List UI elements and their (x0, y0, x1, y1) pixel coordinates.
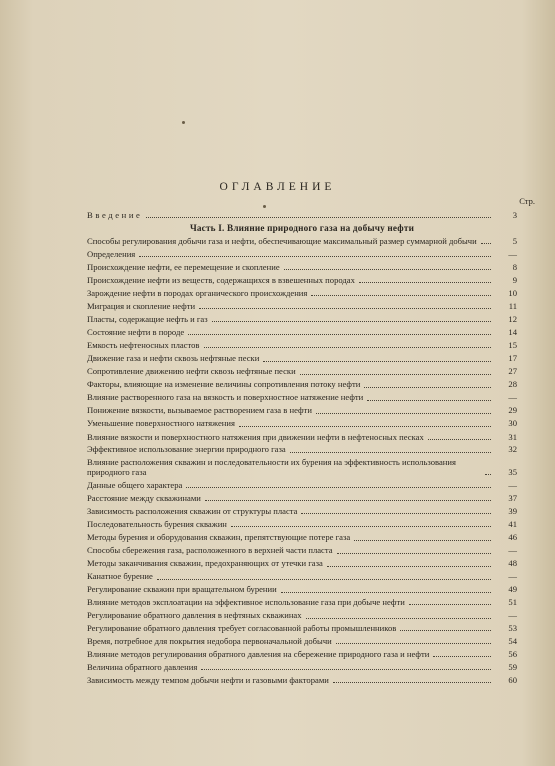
toc-entry-title: Влияние расположения скважин и последовательности их бурения на эффективность использования природного газа (87, 457, 456, 478)
toc-entry-title: Введение (87, 210, 143, 220)
toc-entry-page: 8 (512, 261, 517, 272)
toc-entry-title: Величина обратного давления (87, 661, 198, 672)
paper-speck (263, 205, 266, 208)
toc-entry (87, 597, 517, 607)
toc-entry-page: — (508, 248, 517, 259)
dot-leader (306, 618, 491, 619)
toc-entry-page: — (508, 610, 517, 621)
toc-entry-page: 9 (512, 274, 517, 285)
toc-entry-title: Расстояние между скважинами (87, 493, 201, 504)
toc-entry (87, 493, 517, 503)
toc-entry (87, 480, 517, 490)
toc-part-heading (87, 223, 517, 233)
dot-leader (239, 426, 491, 427)
toc-entry (87, 444, 517, 454)
dot-leader (336, 643, 491, 644)
toc-entry-title: Факторы, влияющие на изменение величины сопротивления потоку нефти (87, 379, 361, 390)
toc-entry (87, 327, 517, 337)
toc-entry-title: Влияние растворенного газа на вязкость и поверхностное натяжение нефти (87, 392, 364, 403)
toc-entry-page: 46 (508, 532, 517, 543)
toc-entry-title: Часть I. Влияние природного газа на добычу нефти (189, 223, 415, 234)
toc-entry-title: Происхождение нефти из веществ, содержащихся в взвешенных породах (87, 274, 355, 285)
dot-leader (337, 553, 491, 554)
dot-leader (284, 269, 491, 270)
dot-leader (409, 604, 491, 605)
toc-entry (87, 353, 517, 363)
toc-entry (87, 662, 517, 672)
toc-entry-title: Время, потребное для покрытия недобора первоначальной добычи (87, 636, 332, 647)
toc-entry-page: 54 (508, 636, 517, 647)
toc-entry-title: Движение газа и нефти сквозь нефтяные пески (87, 353, 260, 364)
dot-leader (301, 513, 491, 514)
dot-leader (205, 500, 491, 501)
toc-entry-page: 17 (508, 353, 517, 364)
toc-entry-title: Регулирование скважин при вращательном бурении (87, 584, 277, 595)
toc-entry-page: 32 (508, 444, 517, 455)
toc-entry (87, 288, 517, 298)
toc-entry (87, 405, 517, 415)
toc-entry (87, 275, 517, 285)
toc-title: ОГЛАВЛЕНИЕ (219, 181, 336, 193)
toc-entry-title: Методы заканчивания скважин, предохраняющих от утечки газа (87, 558, 323, 569)
toc-entry (87, 636, 517, 646)
toc-entry-page: 39 (508, 506, 517, 517)
dot-leader (333, 682, 491, 683)
dot-leader (231, 526, 491, 527)
dot-leader (300, 374, 491, 375)
dot-leader (316, 413, 491, 414)
dot-leader (364, 387, 491, 388)
toc-entry-title: Состояние нефти в породе (87, 327, 185, 338)
dot-leader (400, 630, 491, 631)
toc-entry (87, 649, 517, 659)
toc-entry (87, 249, 517, 259)
dot-leader (263, 361, 491, 362)
toc-entry-title: Миграция и скопление нефти (87, 301, 196, 312)
dot-leader (367, 400, 491, 401)
toc-entry-title: Влияние методов регулирования обратного давления на сбережение природного газа и нефти (87, 649, 430, 660)
toc-entry-page: 48 (508, 558, 517, 569)
toc-entry (87, 366, 517, 376)
toc-entry (87, 236, 517, 246)
toc-entry (87, 545, 517, 555)
toc-entry-page: 35 (508, 467, 517, 478)
paper-speck (182, 121, 185, 124)
dot-leader (354, 540, 491, 541)
dot-leader (186, 487, 491, 488)
dot-leader (311, 295, 491, 296)
toc-entry (87, 519, 517, 529)
toc-entry-title: Емкость нефтеносных пластов (87, 340, 200, 351)
toc-entry-title: Определения (87, 248, 136, 259)
dot-leader (359, 282, 491, 283)
toc-entry (87, 314, 517, 324)
toc-entry-title: Зависимость расположения скважин от структуры пласта (87, 506, 298, 517)
toc-entry-page: 31 (508, 431, 517, 442)
toc-entry (87, 432, 517, 442)
toc-entry-title: Влияние вязкости и поверхностного натяжения при движении нефти в нефтеносных песках (87, 431, 424, 442)
toc-entry-title: Канатное бурение (87, 571, 153, 582)
toc-entry-page: 30 (508, 418, 517, 429)
toc-entry-page: 51 (508, 597, 517, 608)
dot-leader (428, 439, 491, 440)
toc-entry-page: 28 (508, 379, 517, 390)
toc-entry-title: Эффективное использование энергии природного газа (87, 444, 286, 455)
dot-leader (201, 669, 491, 670)
toc-entry-title: Данные общего характера (87, 480, 183, 491)
dot-leader (327, 566, 491, 567)
table-of-contents (87, 210, 517, 688)
toc-entry-title: Влияние методов эксплоатации на эффективное использование газа при добыче нефти (87, 597, 405, 608)
dot-leader (188, 334, 491, 335)
toc-entry (87, 340, 517, 350)
toc-entry (87, 210, 517, 220)
page-column-label: Стр. (519, 196, 535, 206)
toc-entry-title: Происхождение нефти, ее перемещение и скопление (87, 261, 280, 272)
dot-leader (146, 217, 491, 218)
toc-entry-title: Регулирование обратного давления требует согласованной работы промышленников (87, 623, 397, 634)
toc-entry (87, 623, 517, 633)
toc-entry-title: Методы бурения и оборудования скважин, препятствующие потере газа (87, 532, 351, 543)
toc-entry-page: 59 (508, 661, 517, 672)
toc-entry (87, 262, 517, 272)
toc-entry-page: 10 (508, 287, 517, 298)
toc-entry-page: 49 (508, 584, 517, 595)
dot-leader (204, 347, 492, 348)
toc-entry-page: 12 (508, 314, 517, 325)
toc-entry-page: 3 (512, 210, 517, 220)
toc-entry-page: 41 (508, 519, 517, 530)
dot-leader (433, 656, 491, 657)
toc-entry-title: Способы регулирования добычи газа и нефти, обеспечивающие максимальный размер суммарной добычи (87, 236, 477, 247)
toc-entry (87, 558, 517, 568)
toc-entry-page: 27 (508, 366, 517, 377)
toc-entry-title: Уменьшение поверхностного натяжения (87, 418, 235, 429)
toc-entry (87, 584, 517, 594)
toc-entry (87, 418, 517, 428)
toc-entry-page: 5 (512, 236, 517, 247)
dot-leader (139, 256, 491, 257)
toc-entry (87, 457, 517, 477)
toc-entry-title: Зависимость между темпом добычи нефти и газовыми факторами (87, 674, 329, 685)
dot-leader (290, 452, 491, 453)
toc-entry (87, 571, 517, 581)
toc-entry (87, 532, 517, 542)
toc-entry-page: — (508, 480, 517, 491)
dot-leader (485, 474, 491, 475)
toc-entry-page: 11 (508, 301, 517, 312)
toc-entry-title: Зарождение нефти в породах органического происхождения (87, 287, 308, 298)
toc-entry-page: 15 (508, 340, 517, 351)
toc-entry-page: 53 (508, 623, 517, 634)
toc-entry (87, 506, 517, 516)
dot-leader (281, 592, 491, 593)
toc-entry (87, 301, 517, 311)
toc-entry-title: Регулирование обратного давления в нефтяных скважинах (87, 610, 302, 621)
toc-entry (87, 675, 517, 685)
toc-entry-title: Последовательность бурения скважин (87, 519, 227, 530)
toc-entry-page: 29 (508, 405, 517, 416)
toc-entry-title: Сопротивление движению нефти сквозь нефтяные пески (87, 366, 296, 377)
toc-entry-page: — (508, 571, 517, 582)
dot-leader (212, 321, 491, 322)
dot-leader (157, 579, 491, 580)
toc-entry (87, 379, 517, 389)
toc-entry (87, 392, 517, 402)
toc-entry-page: — (508, 392, 517, 403)
toc-entry-title: Пласты, содержащие нефть и газ (87, 314, 208, 325)
toc-entry-title: Понижение вязкости, вызываемое растворением газа в нефти (87, 405, 312, 416)
toc-entry-title: Способы сбережения газа, расположенного в верхней части пласта (87, 545, 333, 556)
toc-entry (87, 610, 517, 620)
toc-entry-page: 56 (508, 649, 517, 660)
toc-entry-page: — (508, 545, 517, 556)
dot-leader (199, 308, 491, 309)
toc-entry-page: 37 (508, 493, 517, 504)
dot-leader (481, 243, 491, 244)
toc-entry-page: 60 (508, 674, 517, 685)
toc-entry-page: 14 (508, 327, 517, 338)
